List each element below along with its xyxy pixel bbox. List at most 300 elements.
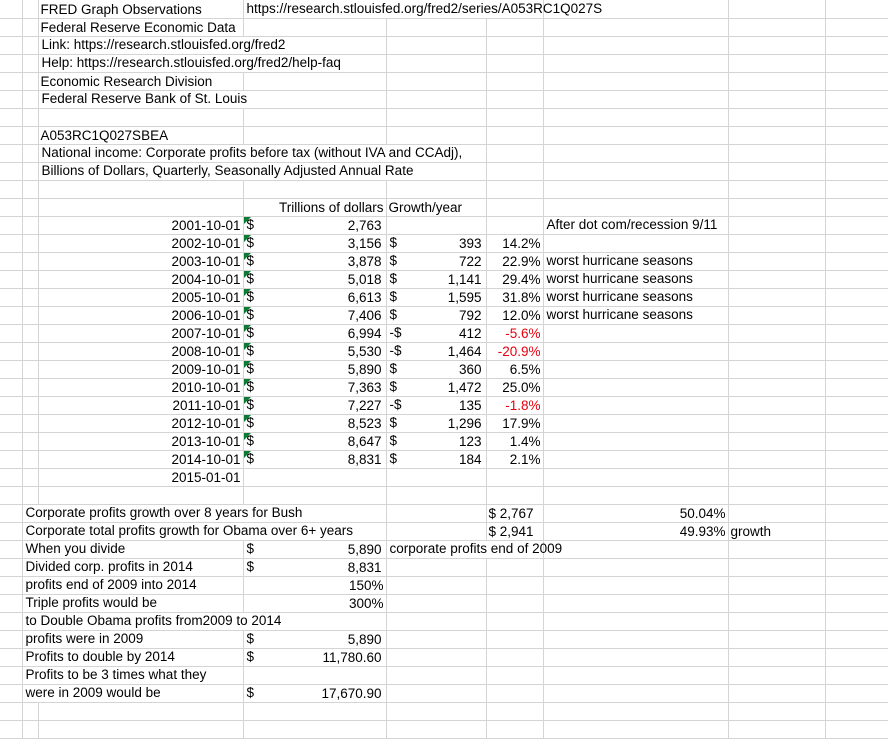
cell-f40[interactable] xyxy=(486,702,543,720)
cell-a30[interactable] xyxy=(0,522,22,540)
cell-h5[interactable] xyxy=(728,72,825,90)
cell-a38[interactable] xyxy=(0,666,22,684)
cell-e38[interactable] xyxy=(386,666,486,684)
cell-b[interactable] xyxy=(22,216,38,234)
cell-a10[interactable] xyxy=(0,162,22,180)
cell-i40[interactable] xyxy=(825,702,888,720)
observation-comment[interactable] xyxy=(543,270,728,288)
cell-h[interactable] xyxy=(728,396,825,414)
cell-h[interactable] xyxy=(728,234,825,252)
cell-b[interactable] xyxy=(22,414,38,432)
growth-percent[interactable] xyxy=(486,216,543,234)
cell-h[interactable] xyxy=(728,468,825,486)
cell-a33[interactable] xyxy=(0,576,22,594)
cell-h[interactable] xyxy=(728,324,825,342)
cell-i31[interactable] xyxy=(825,540,888,558)
cell-h9[interactable] xyxy=(728,144,825,162)
cell-a[interactable] xyxy=(0,450,22,468)
growth-percent[interactable]: 12.0% xyxy=(486,306,543,324)
cell-h6[interactable] xyxy=(728,90,825,108)
cell-f6[interactable] xyxy=(486,90,543,108)
cell-f11[interactable] xyxy=(486,180,543,198)
cell-h29[interactable] xyxy=(728,504,825,522)
cell-g7[interactable] xyxy=(543,108,728,126)
growth-value-cell[interactable] xyxy=(386,450,486,468)
cell-a31[interactable] xyxy=(0,540,22,558)
cell-g9[interactable] xyxy=(543,144,728,162)
when-you-divide-value-cell[interactable] xyxy=(243,540,386,558)
cell-a11[interactable] xyxy=(0,180,22,198)
cell-h[interactable] xyxy=(728,306,825,324)
federal-reserve-bank-label[interactable] xyxy=(38,90,386,108)
cell-f9[interactable] xyxy=(486,144,543,162)
cell-i38[interactable] xyxy=(825,666,888,684)
bush-growth-label[interactable] xyxy=(22,504,386,522)
cell-h[interactable] xyxy=(728,288,825,306)
observation-date[interactable]: 2007-10-01 xyxy=(38,324,243,342)
cell-f35[interactable] xyxy=(486,612,543,630)
cell-f4[interactable] xyxy=(486,54,543,72)
cell-f34[interactable] xyxy=(486,594,543,612)
growth-value-cell[interactable] xyxy=(386,360,486,378)
observation-comment[interactable] xyxy=(543,252,728,270)
cell-h8[interactable] xyxy=(728,126,825,144)
cell-i34[interactable] xyxy=(825,594,888,612)
cell-g37[interactable] xyxy=(543,648,728,666)
cell-f28[interactable] xyxy=(486,486,543,504)
observation-comment[interactable] xyxy=(543,234,728,252)
column-header-trillions[interactable]: Trillions of dollars xyxy=(243,198,386,216)
cell-b2[interactable] xyxy=(22,18,38,36)
cell-a28[interactable] xyxy=(0,486,22,504)
cell-g32[interactable] xyxy=(543,558,728,576)
observation-date[interactable]: 2012-10-01 xyxy=(38,414,243,432)
observation-date[interactable]: 2014-10-01 xyxy=(38,450,243,468)
profits-ratio-label[interactable] xyxy=(22,576,243,594)
growth-value-cell[interactable] xyxy=(386,414,486,432)
cell-i[interactable] xyxy=(825,252,888,270)
cell-b[interactable] xyxy=(22,306,38,324)
cell-c40[interactable] xyxy=(38,702,243,720)
cell-i29[interactable] xyxy=(825,504,888,522)
growth-percent[interactable]: 17.9% xyxy=(486,414,543,432)
cell-e29[interactable] xyxy=(386,504,486,522)
cell-i36[interactable] xyxy=(825,630,888,648)
cell-g40[interactable] xyxy=(543,702,728,720)
observation-date[interactable]: 2010-10-01 xyxy=(38,378,243,396)
cell-e5[interactable] xyxy=(386,72,486,90)
cell-b[interactable] xyxy=(22,360,38,378)
cell-i[interactable] xyxy=(825,270,888,288)
cell-a6[interactable] xyxy=(0,90,22,108)
observation-date[interactable]: 2003-10-01 xyxy=(38,252,243,270)
observation-value-cell[interactable] xyxy=(243,288,386,306)
cell-b11[interactable] xyxy=(22,180,38,198)
cell-b6[interactable] xyxy=(22,90,38,108)
cell-h[interactable] xyxy=(728,252,825,270)
cell-i[interactable] xyxy=(825,432,888,450)
cell-h12[interactable] xyxy=(728,198,825,216)
cell-a7[interactable] xyxy=(0,108,22,126)
cell-e39[interactable] xyxy=(386,684,486,702)
observation-value-cell[interactable] xyxy=(243,360,386,378)
growth-percent[interactable]: -5.6% xyxy=(486,324,543,342)
cell-i[interactable] xyxy=(825,396,888,414)
cell-c11[interactable] xyxy=(38,180,243,198)
triple-profits-amount-cell[interactable] xyxy=(243,684,386,702)
growth-value-cell[interactable] xyxy=(386,324,486,342)
cell-g35[interactable] xyxy=(543,612,728,630)
cell-g2[interactable] xyxy=(543,18,728,36)
cell-f5[interactable] xyxy=(486,72,543,90)
cell-i30[interactable] xyxy=(825,522,888,540)
cell-a12[interactable] xyxy=(0,198,22,216)
cell-i[interactable] xyxy=(825,378,888,396)
cell-g12[interactable] xyxy=(543,198,728,216)
cell-f32[interactable] xyxy=(486,558,543,576)
cell-b28[interactable] xyxy=(22,486,38,504)
cell-a[interactable] xyxy=(0,252,22,270)
cell-d38[interactable] xyxy=(243,666,386,684)
cell-i6[interactable] xyxy=(825,90,888,108)
cell-f39[interactable] xyxy=(486,684,543,702)
divided-corp-profits-value-cell[interactable] xyxy=(243,558,386,576)
cell-h28[interactable] xyxy=(728,486,825,504)
observation-comment[interactable] xyxy=(543,324,728,342)
growth-percent[interactable] xyxy=(486,468,543,486)
cell-f12[interactable] xyxy=(486,198,543,216)
cell-a34[interactable] xyxy=(0,594,22,612)
observation-value-cell[interactable] xyxy=(243,414,386,432)
cell-a1[interactable] xyxy=(0,0,22,18)
cell-b5[interactable] xyxy=(22,72,38,90)
cell-a[interactable] xyxy=(0,378,22,396)
obama-growth-note[interactable]: growth xyxy=(728,522,825,540)
cell-a9[interactable] xyxy=(0,144,22,162)
cell-c12[interactable] xyxy=(38,198,243,216)
growth-percent[interactable]: 2.1% xyxy=(486,450,543,468)
cell-h[interactable] xyxy=(728,270,825,288)
cell-h[interactable] xyxy=(728,450,825,468)
growth-percent[interactable]: -20.9% xyxy=(486,342,543,360)
cell-i[interactable] xyxy=(825,288,888,306)
fred-series-url[interactable] xyxy=(243,0,603,18)
cell-e33[interactable] xyxy=(386,576,486,594)
cell-e30[interactable] xyxy=(386,522,486,540)
cell-a[interactable] xyxy=(0,288,22,306)
observation-date[interactable]: 2011-10-01 xyxy=(38,396,243,414)
cell-c41[interactable] xyxy=(38,720,243,738)
cell-d5[interactable] xyxy=(243,72,386,90)
fred-link[interactable] xyxy=(38,36,386,54)
growth-percent[interactable]: 14.2% xyxy=(486,234,543,252)
cell-e28[interactable] xyxy=(386,486,486,504)
observation-comment[interactable] xyxy=(543,432,728,450)
cell-a4[interactable] xyxy=(0,54,22,72)
cell-e41[interactable] xyxy=(386,720,486,738)
cell-g38[interactable] xyxy=(543,666,728,684)
growth-percent[interactable]: 25.0% xyxy=(486,378,543,396)
cell-b[interactable] xyxy=(22,468,38,486)
growth-value-cell[interactable] xyxy=(386,432,486,450)
observation-value-cell[interactable] xyxy=(243,324,386,342)
growth-percent[interactable]: 6.5% xyxy=(486,360,543,378)
observation-comment[interactable] xyxy=(543,342,728,360)
cell-h4[interactable] xyxy=(728,54,825,72)
cell-e40[interactable] xyxy=(386,702,486,720)
cell-h32[interactable] xyxy=(728,558,825,576)
column-header-growth[interactable]: Growth/year xyxy=(386,198,486,216)
cell-g33[interactable] xyxy=(543,576,728,594)
profits-ratio-value[interactable]: 150% xyxy=(243,576,386,594)
when-you-divide-note[interactable] xyxy=(386,540,563,558)
cell-d40[interactable] xyxy=(243,702,386,720)
cell-i4[interactable] xyxy=(825,54,888,72)
cell-g1[interactable] xyxy=(543,0,728,18)
cell-b[interactable] xyxy=(22,342,38,360)
observation-comment[interactable] xyxy=(543,468,728,486)
cell-b12[interactable] xyxy=(22,198,38,216)
cell-a35[interactable] xyxy=(0,612,22,630)
cell-b[interactable] xyxy=(22,396,38,414)
cell-h39[interactable] xyxy=(728,684,825,702)
cell-a[interactable] xyxy=(0,432,22,450)
cell-b40[interactable] xyxy=(22,702,38,720)
observation-date[interactable]: 2006-10-01 xyxy=(38,306,243,324)
cell-i41[interactable] xyxy=(825,720,888,738)
observation-date[interactable]: 2008-10-01 xyxy=(38,342,243,360)
cell-f8[interactable] xyxy=(486,126,543,144)
cell-g28[interactable] xyxy=(543,486,728,504)
observation-value-cell[interactable] xyxy=(243,432,386,450)
cell-f41[interactable] xyxy=(486,720,543,738)
growth-percent[interactable]: 1.4% xyxy=(486,432,543,450)
cell-e4[interactable] xyxy=(386,54,486,72)
observation-date[interactable]: 2015-01-01 xyxy=(38,468,243,486)
cell-h33[interactable] xyxy=(728,576,825,594)
economic-research-division-label[interactable]: Economic Research Division xyxy=(38,72,243,90)
cell-i[interactable] xyxy=(825,234,888,252)
obama-growth-amount[interactable]: $ 2,941 xyxy=(486,522,543,540)
cell-a40[interactable] xyxy=(0,702,22,720)
cell-f2[interactable] xyxy=(486,18,543,36)
obama-growth-percent[interactable]: 49.93% xyxy=(543,522,728,540)
cell-i9[interactable] xyxy=(825,144,888,162)
cell-b41[interactable] xyxy=(22,720,38,738)
cell-g36[interactable] xyxy=(543,630,728,648)
cell-e37[interactable] xyxy=(386,648,486,666)
cell-a[interactable] xyxy=(0,360,22,378)
cell-e34[interactable] xyxy=(386,594,486,612)
growth-percent[interactable]: -1.8% xyxy=(486,396,543,414)
cell-h[interactable] xyxy=(728,360,825,378)
cell-h2[interactable] xyxy=(728,18,825,36)
cell-b10[interactable] xyxy=(22,162,38,180)
observation-comment[interactable] xyxy=(543,396,728,414)
cell-a5[interactable] xyxy=(0,72,22,90)
cell-e3[interactable] xyxy=(386,36,486,54)
cell-g11[interactable] xyxy=(543,180,728,198)
cell-h35[interactable] xyxy=(728,612,825,630)
cell-h34[interactable] xyxy=(728,594,825,612)
cell-i39[interactable] xyxy=(825,684,888,702)
fred-graph-observations-label[interactable]: FRED Graph Observations xyxy=(38,0,243,18)
bush-growth-percent[interactable]: 50.04% xyxy=(543,504,728,522)
cell-a[interactable] xyxy=(0,414,22,432)
observation-date[interactable]: 2002-10-01 xyxy=(38,234,243,252)
observation-value-cell[interactable] xyxy=(243,252,386,270)
triple-profits-line1-label[interactable] xyxy=(22,666,243,684)
cell-e36[interactable] xyxy=(386,630,486,648)
cell-b[interactable] xyxy=(22,432,38,450)
observation-value-cell[interactable] xyxy=(243,234,386,252)
cell-d2[interactable] xyxy=(243,18,386,36)
growth-value-cell[interactable] xyxy=(386,396,486,414)
observation-value-cell[interactable] xyxy=(243,450,386,468)
observation-date[interactable]: 2009-10-01 xyxy=(38,360,243,378)
cell-i[interactable] xyxy=(825,324,888,342)
observation-value-cell[interactable] xyxy=(243,378,386,396)
cell-b[interactable] xyxy=(22,378,38,396)
cell-g5[interactable] xyxy=(543,72,728,90)
growth-value-cell[interactable] xyxy=(386,252,486,270)
cell-i[interactable] xyxy=(825,450,888,468)
cell-h[interactable] xyxy=(728,216,825,234)
cell-i7[interactable] xyxy=(825,108,888,126)
growth-value-cell[interactable] xyxy=(386,288,486,306)
growth-percent[interactable]: 22.9% xyxy=(486,252,543,270)
cell-b8[interactable] xyxy=(22,126,38,144)
obama-growth-label[interactable] xyxy=(22,522,386,540)
growth-value-cell[interactable] xyxy=(386,216,486,234)
observation-comment[interactable] xyxy=(543,414,728,432)
double-obama-header-label[interactable] xyxy=(22,612,386,630)
cell-f7[interactable] xyxy=(486,108,543,126)
observation-value-cell[interactable] xyxy=(243,342,386,360)
cell-h11[interactable] xyxy=(728,180,825,198)
cell-i8[interactable] xyxy=(825,126,888,144)
cell-a[interactable] xyxy=(0,396,22,414)
observation-value-cell[interactable] xyxy=(243,270,386,288)
cell-a8[interactable] xyxy=(0,126,22,144)
cell-f3[interactable] xyxy=(486,36,543,54)
observation-comment[interactable] xyxy=(543,306,728,324)
growth-percent[interactable]: 31.8% xyxy=(486,288,543,306)
observation-comment[interactable] xyxy=(543,360,728,378)
cell-f37[interactable] xyxy=(486,648,543,666)
cell-h3[interactable] xyxy=(728,36,825,54)
cell-i12[interactable] xyxy=(825,198,888,216)
observation-comment[interactable] xyxy=(543,288,728,306)
cell-e32[interactable] xyxy=(386,558,486,576)
growth-value-cell[interactable] xyxy=(386,270,486,288)
growth-value-cell[interactable] xyxy=(386,378,486,396)
series-units-label[interactable] xyxy=(38,162,486,180)
observation-date[interactable]: 2005-10-01 xyxy=(38,288,243,306)
cell-i28[interactable] xyxy=(825,486,888,504)
cell-c28[interactable] xyxy=(38,486,243,504)
observation-comment[interactable] xyxy=(543,378,728,396)
profits-double-label[interactable] xyxy=(22,648,243,666)
cell-h41[interactable] xyxy=(728,720,825,738)
cell-h[interactable] xyxy=(728,378,825,396)
cell-f10[interactable] xyxy=(486,162,543,180)
cell-a37[interactable] xyxy=(0,648,22,666)
cell-a[interactable] xyxy=(0,324,22,342)
cell-i2[interactable] xyxy=(825,18,888,36)
triple-profits-line2-label[interactable] xyxy=(22,684,243,702)
cell-a3[interactable] xyxy=(0,36,22,54)
series-description-label[interactable] xyxy=(38,144,486,162)
when-you-divide-label[interactable] xyxy=(22,540,243,558)
triple-profits-label[interactable] xyxy=(22,594,243,612)
cell-b[interactable] xyxy=(22,288,38,306)
cell-g34[interactable] xyxy=(543,594,728,612)
cell-i[interactable] xyxy=(825,306,888,324)
observation-date[interactable]: 2004-10-01 xyxy=(38,270,243,288)
cell-f38[interactable] xyxy=(486,666,543,684)
cell-b[interactable] xyxy=(22,234,38,252)
cell-i[interactable] xyxy=(825,216,888,234)
cell-b9[interactable] xyxy=(22,144,38,162)
cell-h38[interactable] xyxy=(728,666,825,684)
triple-profits-value[interactable]: 300% xyxy=(243,594,386,612)
cell-a[interactable] xyxy=(0,216,22,234)
cell-g4[interactable] xyxy=(543,54,728,72)
cell-a[interactable] xyxy=(0,234,22,252)
cell-a[interactable] xyxy=(0,342,22,360)
cell-b[interactable] xyxy=(22,252,38,270)
cell-h[interactable] xyxy=(728,342,825,360)
observation-value-cell[interactable] xyxy=(243,396,386,414)
cell-i35[interactable] xyxy=(825,612,888,630)
cell-g8[interactable] xyxy=(543,126,728,144)
cell-b1[interactable] xyxy=(22,0,38,18)
cell-i[interactable] xyxy=(825,342,888,360)
cell-i5[interactable] xyxy=(825,72,888,90)
cell-g10[interactable] xyxy=(543,162,728,180)
cell-h[interactable] xyxy=(728,414,825,432)
cell-d11[interactable] xyxy=(243,180,386,198)
divided-corp-profits-label[interactable] xyxy=(22,558,243,576)
cell-i33[interactable] xyxy=(825,576,888,594)
cell-f33[interactable] xyxy=(486,576,543,594)
observation-value-cell[interactable] xyxy=(243,216,386,234)
cell-d7[interactable] xyxy=(243,108,386,126)
cell-a[interactable] xyxy=(0,270,22,288)
observation-date[interactable]: 2001-10-01 xyxy=(38,216,243,234)
cell-i32[interactable] xyxy=(825,558,888,576)
cell-a41[interactable] xyxy=(0,720,22,738)
fred-help-link[interactable] xyxy=(38,54,386,72)
cell-a[interactable] xyxy=(0,306,22,324)
observation-value-cell[interactable] xyxy=(243,306,386,324)
observation-comment[interactable] xyxy=(543,216,728,234)
cell-g6[interactable] xyxy=(543,90,728,108)
cell-g39[interactable] xyxy=(543,684,728,702)
cell-h[interactable] xyxy=(728,432,825,450)
growth-value-cell[interactable] xyxy=(386,342,486,360)
cell-g3[interactable] xyxy=(543,36,728,54)
cell-b[interactable] xyxy=(22,270,38,288)
cell-i3[interactable] xyxy=(825,36,888,54)
cell-h7[interactable] xyxy=(728,108,825,126)
cell-b7[interactable] xyxy=(22,108,38,126)
cell-e11[interactable] xyxy=(386,180,486,198)
cell-b[interactable] xyxy=(22,450,38,468)
profits-double-value-cell[interactable] xyxy=(243,648,386,666)
cell-h1[interactable] xyxy=(728,0,825,18)
